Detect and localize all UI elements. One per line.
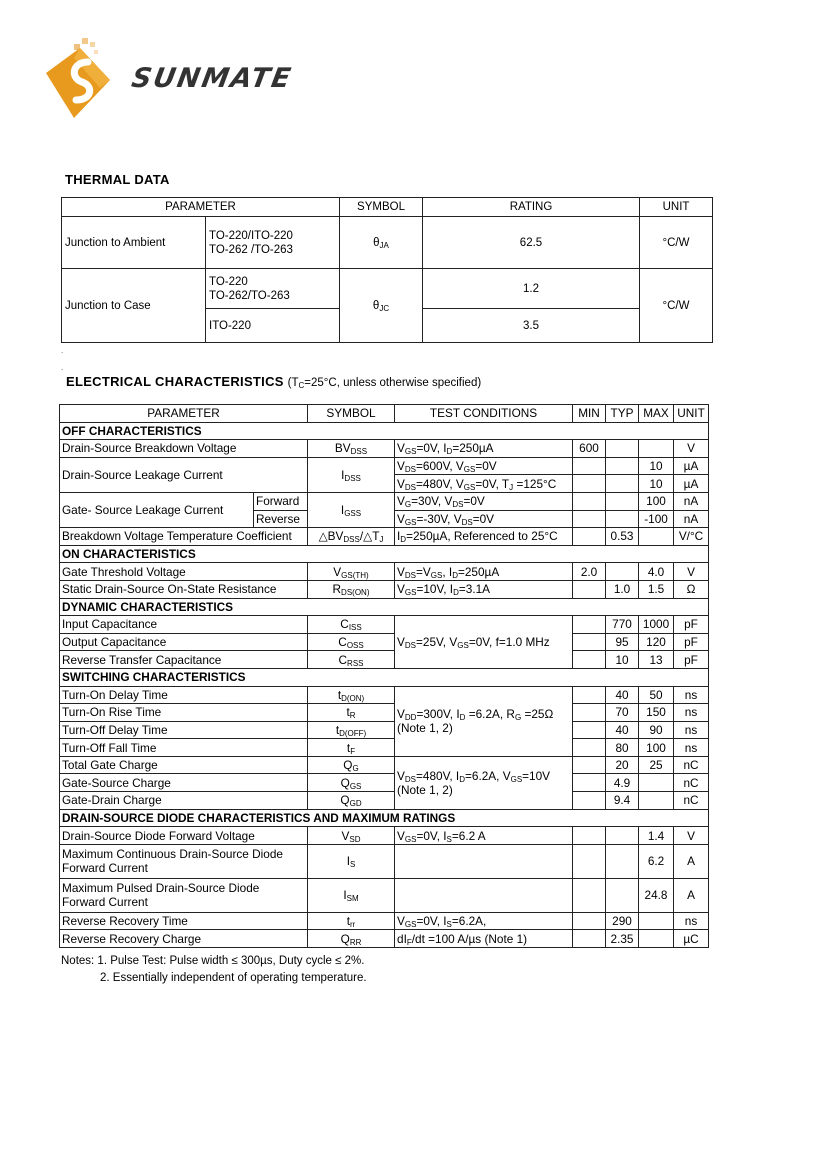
header-parameter: PARAMETER [60,405,308,423]
table-cell: Total Gate Charge [60,756,308,774]
table-cell [573,633,606,651]
table-cell [573,510,606,528]
header-symbol: SYMBOL [340,198,423,217]
table-cell: Reverse Recovery Charge [60,930,308,948]
note-1: Notes: 1. Pulse Test: Pulse width ≤ 300µs, Duty cycle ≤ 2%. [61,955,365,967]
table-cell: 95 [606,633,639,651]
table-cell: $V_{GS}=10V$, $I_D=3.1A$ [395,580,573,598]
table-cell: Drain-Source Leakage Current [60,457,308,492]
brand-logo [44,38,314,128]
package-cell: ITO-220 [206,309,340,343]
table-cell: 13 [639,651,674,669]
table-cell: A [674,878,709,912]
table-cell: µA [674,475,709,493]
table-row [62,269,713,309]
section-diode: DRAIN-SOURCE DIODE CHARACTERISTICS AND MAXIMUM RATINGS [60,809,709,827]
table-cell: ns [674,721,709,739]
table-cell: Gate- Source Leakage Current [60,492,254,527]
section-row [60,545,709,563]
table-cell: V [674,440,709,458]
table-cell: Turn-On Delay Time [60,686,308,704]
table-cell: $t_F$ [308,739,395,757]
table-cell: Gate Threshold Voltage [60,563,308,581]
rating-cell: 1.2 [423,269,640,309]
divider-dot: . [61,346,64,355]
section-on: ON CHARACTERISTICS [60,545,709,563]
table-cell: $V_{SD}$ [308,827,395,845]
table-cell: $V_{GS}=0V$, $I_S=6.2$ A [395,827,573,845]
table-cell: Maximum Continuous Drain-Source Diode Forward Current [60,844,308,878]
header-min: MIN [573,405,606,423]
table-row [60,739,709,757]
table-cell [573,774,606,792]
table-cell [606,878,639,912]
table-row [60,492,709,510]
table-cell: 100 [639,739,674,757]
table-cell: $Q_G$ [308,756,395,774]
table-cell: Static Drain-Source On-State Resistance [60,580,308,598]
table-cell: 40 [606,721,639,739]
table-cell [573,457,606,475]
table-cell [573,704,606,722]
table-cell: nC [674,756,709,774]
header-symbol: SYMBOL [308,405,395,423]
table-cell: Maximum Pulsed Drain-Source Diode Forward Current [60,878,308,912]
param-cell: Junction to Ambient [62,217,206,269]
table-row [60,616,709,634]
table-cell: nA [674,510,709,528]
table-cell: 40 [606,686,639,704]
table-cell: 50 [639,686,674,704]
thermal-data-table [61,197,713,343]
table-cell: $V_{GS}=0V$, $I_D=250\mu A$ [395,440,573,458]
table-cell: $t_{D(ON)}$ [308,686,395,704]
thermal-data-title: THERMAL DATA [65,172,170,187]
table-cell: $I_D=250\mu A$, Referenced to 25°C [395,528,573,546]
table-cell: $V_{GS}=0V$, $I_S=6.2A$, [395,912,573,930]
package-cell: TO-220/ITO-220 TO-262 /TO-263 [206,217,340,269]
table-cell [573,756,606,774]
table-cell: 1.4 [639,827,674,845]
table-cell: µC [674,930,709,948]
table-cell: pF [674,633,709,651]
table-row [60,528,709,546]
table-cell: 1.5 [639,580,674,598]
table-row [60,633,709,651]
table-cell: -100 [639,510,674,528]
table-cell [573,528,606,546]
table-cell [639,774,674,792]
header-unit: UNIT [640,198,713,217]
table-cell: Ω [674,580,709,598]
section-row [60,809,709,827]
table-cell: $t_R$ [308,704,395,722]
table-cell: 24.8 [639,878,674,912]
table-cell [573,616,606,634]
table-cell: $t_{D(OFF)}$ [308,721,395,739]
table-cell [395,844,573,878]
table-cell: 770 [606,616,639,634]
table-cell: 2.0 [573,563,606,581]
table-row [60,440,709,458]
table-cell: Reverse Transfer Capacitance [60,651,308,669]
table-cell: $C_{RSS}$ [308,651,395,669]
table-cell [573,492,606,510]
brand-name: SUNMATE [129,63,295,94]
table-cell [573,827,606,845]
thermal-header-row [62,198,713,217]
table-cell: 4.0 [639,563,674,581]
table-cell [639,912,674,930]
table-cell: V/°C [674,528,709,546]
table-cell: nC [674,792,709,810]
table-cell [573,739,606,757]
table-cell [639,930,674,948]
section-switching: SWITCHING CHARACTERISTICS [60,668,709,686]
header-max: MAX [639,405,674,423]
table-cell: 9.4 [606,792,639,810]
table-cell: 1.0 [606,580,639,598]
table-cell [573,651,606,669]
table-cell: $dI_F/dt =100$ A/µs (Note 1) [395,930,573,948]
electrical-condition: ($T_C=25^\circ C$, unless otherwise specified) [287,377,482,390]
table-cell [606,844,639,878]
table-cell: 10 [639,457,674,475]
table-cell: 2.35 [606,930,639,948]
table-cell: $V_{GS}=-30V$, $V_{DS}=0V$ [395,510,573,528]
header-unit: UNIT [674,405,709,423]
table-cell: $I_{GSS}$ [308,492,395,527]
table-cell [573,721,606,739]
rating-cell: 62.5 [423,217,640,269]
header-test-conditions: TEST CONDITIONS [395,405,573,423]
unit-cell: °C/W [640,269,713,343]
table-cell: 100 [639,492,674,510]
table-cell: Output Capacitance [60,633,308,651]
table-row [60,827,709,845]
table-cell: $Q_{GS}$ [308,774,395,792]
table-cell: $V_{DS}=V_{GS}$, $I_D=250\mu A$ [395,563,573,581]
package-cell: TO-220 TO-262/TO-263 [206,269,340,309]
table-row [60,792,709,810]
note-2: 2. Essentially independent of operating temperature. [100,972,367,984]
symbol-cell: $\theta_{JC}$ [340,269,423,343]
table-cell [639,792,674,810]
table-cell: Reverse Recovery Time [60,912,308,930]
header-typ: TYP [606,405,639,423]
table-row [60,457,709,475]
table-cell: 1000 [639,616,674,634]
section-row [60,668,709,686]
table-cell [606,827,639,845]
table-cell: $V_{DS}=600V$, $V_{GS}=0V$ [395,457,573,475]
table-cell: $I_{DSS}$ [308,457,395,492]
table-cell: 290 [606,912,639,930]
table-cell: Turn-On Rise Time [60,704,308,722]
table-cell [573,930,606,948]
unit-cell: °C/W [640,217,713,269]
table-cell: $Q_{GD}$ [308,792,395,810]
table-row [60,844,709,878]
table-cell: Breakdown Voltage Temperature Coefficient [60,528,308,546]
table-cell [573,686,606,704]
table-cell: nC [674,774,709,792]
table-cell [395,878,573,912]
table-cell: 90 [639,721,674,739]
table-row [60,774,709,792]
table-cell: V [674,563,709,581]
header-parameter: PARAMETER [62,198,340,217]
elec-header-row [60,405,709,423]
table-cell: ns [674,686,709,704]
table-cell: $C_{ISS}$ [308,616,395,634]
table-cell: $I_{SM}$ [308,878,395,912]
table-cell: Gate-Drain Charge [60,792,308,810]
table-cell: 6.2 [639,844,674,878]
table-cell [606,510,639,528]
table-cell: 600 [573,440,606,458]
symbol-cell: $\theta_{JA}$ [340,217,423,269]
table-cell: Forward [254,492,308,510]
table-cell: 80 [606,739,639,757]
table-cell: ns [674,704,709,722]
section-dynamic: DYNAMIC CHARACTERISTICS [60,598,709,616]
table-cell: 20 [606,756,639,774]
table-cell [573,878,606,912]
table-row [62,217,713,269]
table-cell: $I_S$ [308,844,395,878]
table-cell [573,844,606,878]
table-cell: $V_{DS}=480V$, $V_{GS}=0V$, $T_J =125^\circ C$ [395,475,573,493]
table-cell [606,440,639,458]
table-cell [639,440,674,458]
table-cell: ns [674,912,709,930]
table-cell: $\triangle BV_{DSS}/\triangle T_J$ [308,528,395,546]
table-cell [573,912,606,930]
table-row [60,878,709,912]
rating-cell: 3.5 [423,309,640,343]
table-cell: $V_G=30V$, $V_{DS}=0V$ [395,492,573,510]
table-row [60,721,709,739]
divider-dot: . [61,363,64,372]
table-cell: $t_{rr}$ [308,912,395,930]
table-cell: V [674,827,709,845]
table-row [60,563,709,581]
table-cell: $V_{DS}=480V$, $I_D=6.2A$, $V_{GS}=10V$ (Note 1, 2) [395,756,573,809]
table-cell: 120 [639,633,674,651]
table-cell: 0.53 [606,528,639,546]
table-cell: Drain-Source Diode Forward Voltage [60,827,308,845]
table-cell: $Q_{RR}$ [308,930,395,948]
table-cell: $V_{DS}=25V$, $V_{GS}=0V$, f=1.0 MHz [395,616,573,669]
table-row [60,580,709,598]
section-row [60,598,709,616]
table-cell [573,580,606,598]
table-cell: nA [674,492,709,510]
table-cell: Turn-Off Fall Time [60,739,308,757]
table-cell: $C_{OSS}$ [308,633,395,651]
table-cell: pF [674,616,709,634]
table-cell: $V_{DD}=300V$, $I_D =6.2A$, $R_G =25\Omega$ (Note 1, 2) [395,686,573,756]
table-cell: ns [674,739,709,757]
table-cell: 70 [606,704,639,722]
table-cell: A [674,844,709,878]
table-row [60,930,709,948]
table-cell: µA [674,457,709,475]
table-cell: pF [674,651,709,669]
table-cell [606,492,639,510]
electrical-characteristics-table [59,404,709,948]
table-cell [606,563,639,581]
table-cell [606,475,639,493]
section-off: OFF CHARACTERISTICS [60,422,709,440]
table-cell [573,792,606,810]
notes [61,953,367,987]
table-cell: Gate-Source Charge [60,774,308,792]
table-cell: $R_{DS(ON)}$ [308,580,395,598]
table-cell: Drain-Source Breakdown Voltage [60,440,308,458]
table-row [60,686,709,704]
table-cell: 10 [606,651,639,669]
sunmate-logo-icon [44,38,134,128]
table-cell: $V_{GS(TH)}$ [308,563,395,581]
table-cell: 4.9 [606,774,639,792]
table-cell [573,475,606,493]
table-row [60,756,709,774]
table-cell: $BV_{DSS}$ [308,440,395,458]
table-cell [639,528,674,546]
table-cell: 10 [639,475,674,493]
table-cell [606,457,639,475]
table-row [60,912,709,930]
table-row [60,651,709,669]
table-cell: Input Capacitance [60,616,308,634]
param-cell: Junction to Case [62,269,206,343]
table-cell: Reverse [254,510,308,528]
table-cell: Turn-Off Delay Time [60,721,308,739]
table-row [60,704,709,722]
table-cell: 150 [639,704,674,722]
table-cell: 25 [639,756,674,774]
electrical-title: ELECTRICAL CHARACTERISTICS ($T_C=25^\circ C$, unless otherwise specified) [66,374,482,390]
section-row [60,422,709,440]
header-rating: RATING [423,198,640,217]
